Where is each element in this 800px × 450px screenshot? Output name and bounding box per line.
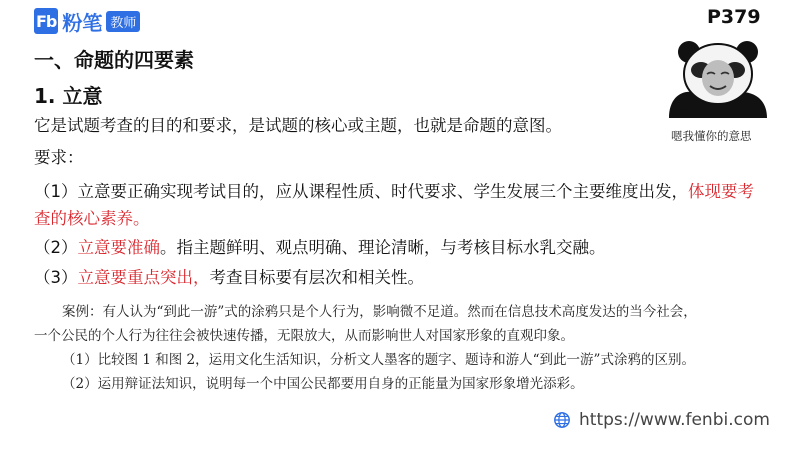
case-question-1: （1）比较图 1 和图 2，运用文化生活知识，分析文人墨客的题字、题诗和游人“到此一游”式涂鸦的区别。	[62, 352, 695, 368]
case-line-2: 一个公民的个人行为往往会被快速传播，无限放大，从而影响世人对国家形象的直观印象。	[34, 328, 574, 344]
requirement-1-highlight: 体现要考查的核心素养。	[34, 182, 754, 228]
requirement-2	[34, 236, 606, 260]
logo-brand: 粉笔	[62, 10, 103, 35]
requirements-label: 要求：	[34, 148, 84, 167]
fenbi-logo	[34, 8, 140, 34]
page-title: 一、命题的四要素	[34, 48, 194, 72]
requirement-1-text: （1）立意要正确实现考试目的，应从课程性质、时代要求、学生发展三个主要维度出发，	[34, 182, 688, 201]
requirement-3	[34, 266, 424, 290]
logo-tag: 教师	[106, 11, 140, 32]
case-line-1: 案例：有人认为“到此一游”式的涂鸦只是个人行为，影响微不足道。然而在信息技术高度发达的当今社会，	[62, 304, 697, 320]
definition-text: 它是试题考查的目的和要求，是试题的核心或主题，也就是命题的意图。	[34, 116, 562, 135]
requirement-3-text: 考查目标要有层次和相关性。	[209, 268, 424, 287]
requirement-1	[34, 178, 754, 232]
website-link[interactable]	[553, 410, 770, 430]
requirement-3-highlight: 立意要重点突出，	[77, 268, 210, 287]
page-number: P379	[707, 6, 761, 28]
section-title: 1. 立意	[34, 84, 103, 108]
logo-mark: Fb	[34, 8, 58, 34]
requirement-3-prefix: （3）	[34, 268, 78, 287]
panda-meme-icon	[663, 40, 771, 122]
requirement-2-highlight: 立意要准确	[77, 238, 160, 257]
requirement-2-prefix: （2）	[34, 238, 78, 257]
meme-caption: 嗯我懂你的意思	[671, 129, 752, 143]
website-url: https://www.fenbi.com	[579, 410, 770, 430]
case-question-2: （2）运用辩证法知识，说明每一个中国公民都要用自身的正能量为国家形象增光添彩。	[62, 376, 584, 392]
requirement-2-text: 。指主题鲜明、观点明确、理论清晰，与考核目标水乳交融。	[160, 238, 606, 257]
case-study	[34, 300, 769, 396]
globe-icon	[553, 411, 571, 429]
